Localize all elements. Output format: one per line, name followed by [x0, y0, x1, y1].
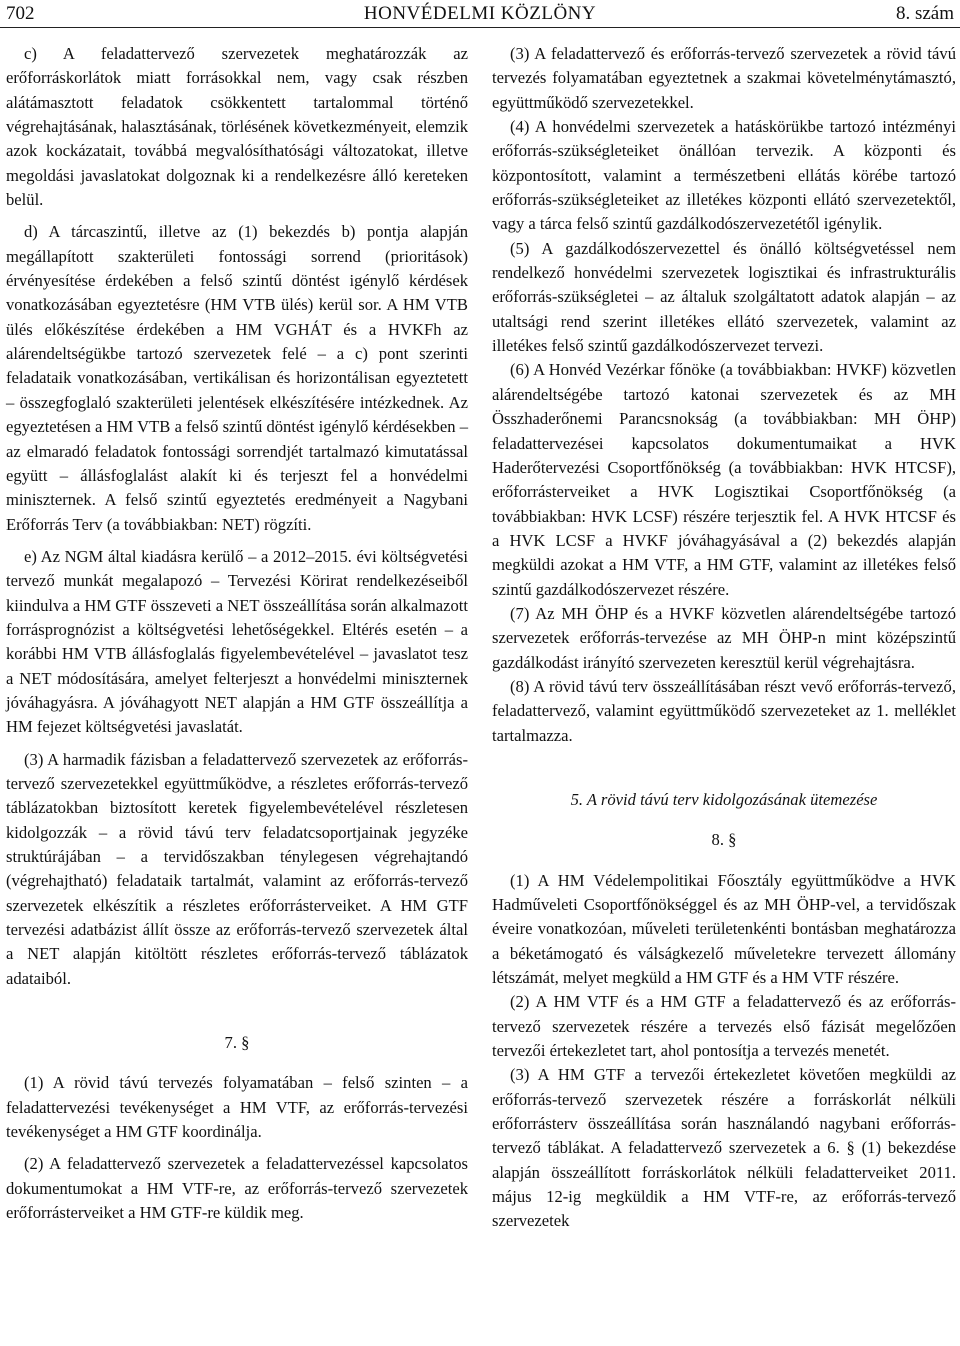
spacer: [6, 1055, 468, 1071]
page-header: [0, 0, 960, 28]
spacer: [492, 853, 956, 869]
paragraph: d) A tárcaszintű, illetve az (1) bekezdés b) pontja alapján megállapított szakterületi fontossági sorrend (prioritások) érvényesítése érdekében a felső szintű döntést igénylő kérdések vonatkozásában egyeztetésre (HM VTB ülés) kerül sor. A HM VTB ülés előkészítése érdekében a HM VGHÁT és a HVKFh az alárendeltségükbe tartozó szervezetek felé – a c) pont szerinti feladataik vonatkozásában, vertikálisan és horizontálisan egyeztetett – összegfoglaló szakterületi jelentések elkészítésére intézkednek. Az egyeztetésen a HM VTB a felső szintű döntést igénylő kérdésekben – az elmaradó feladatok fontossági sorrendjét tartalmazó kimutatással együtt – állásfoglalást alakít ki és terjeszt fel a honvédelmi miniszternek. A felső szintű egyeztetés eredményeit a Nagybani Erőforrás Terv (a továbbiakban: NET) rögzíti.: [6, 222, 468, 534]
paragraph: (1) A HM Védelempolitikai Főosztály együttműködve a HVK Hadműveleti Csoportfőnökséggel és az MH ÖHP-vel, a tervidőszak éveire vonatkozóan, műveleti területenkénti bontásban meghatározza a béketámogató és válságkezelő műveletekre tervezett állomány létszámát, melyet megküld a HM GTF és a HM VTF részére.: [492, 870, 956, 988]
issue-number: 8. szám: [895, 3, 954, 24]
spacer: [492, 748, 956, 788]
section-heading: 7. §: [224, 1033, 250, 1053]
journal-title: HONVÉDELMI KÖZLÖNY: [363, 3, 597, 24]
paragraph: (3) A HM GTF a tervezői értekezletet követően megküldi az erőforrás-tervező szervezetek részére a forráskorlát nélküli erőforrásterv összeállítása során használandó nagybani erőforrás-tervező táblákat. A feladattervező szervezetek a 6. § (1) bekezdése alapján összeállított forráskorlátok nélküli feladatterveiket 2011. május 12-ig megküldik a HM VTF-re, az erőforrás-tervező szervezetek: [492, 1065, 956, 1231]
page-number: 702: [6, 3, 35, 24]
paragraph: (4) A honvédelmi szervezetek a hatáskörükbe tartozó intézményi erőforrás-szükségleteiket önállóan tervezik. A központi és központosított, valamint a természetbeni ellátás körébe tartozó erőforrás-szükségleteiket az illetékes központi ellátó szervezetektől, vagy a tárca felső szintű gazdálkodószervezetétől igénylik.: [492, 117, 956, 234]
spacer: [492, 812, 956, 828]
paragraph: (8) A rövid távú terv összeállításában részt vevő erőforrás-tervező, feladattervező, valamint együttműködő szervezeteket az 1. melléklet tartalmazza.: [492, 676, 956, 745]
paragraph: (5) A gazdálkodószervezettel és önálló költségvetéssel nem rendelkező honvédelmi szervezetek logisztikai és infrastrukturális erőforrás-szükségletei – az általuk szolgáltatott adatok alapján – az utaltsági rend szerint illetékes ellátó szervezetek, valamint az illetékes felső szintű gazdálkodószervezet tervezi.: [492, 238, 956, 356]
paragraph: (3) A feladattervező és erőforrás-tervező szervezetek a rövid távú tervezés folyamatában egyeztetnek a szakmai követelménytámasztó, együttműködő szervezetekkel.: [492, 44, 956, 112]
chapter-title: 5. A rövid távú terv kidolgozásának ütemezése: [570, 789, 878, 809]
paragraph: (1) A rövid távú tervezés folyamatában – felső szinten – a feladattervezési tevékenységet a HM VTF, az erőforrás-tervezési tevékenységet a HM GTF koordinálja.: [6, 1073, 468, 1142]
paragraph: e) Az NGM által kiadásra kerülő – a 2012–2015. évi költségvetési tervező munkát megalapozó – Tervezési Körirat rendelkezéseiből kiindulva a HM GTF összeveti a NET összeállítása során alkalmazott forrásprognózist a költségvetési lehetőségekkel. Eltérés esetén – a korábbi HM VTB állásfoglalás figyelembevételével – javaslatot tesz a NET módosítására, amelyet felterjeszt a honvédelmi miniszternek jóváhagyásra. A jóváhagyott NET alapján a HM GTF összeállítja a HM fejezet költségvetési javaslatát.: [6, 546, 468, 737]
paragraph: (6) A Honvéd Vezérkar főnöke (a továbbiakban: HVKF) közvetlen alárendeltségébe tartozó katonai szervezetek és az MH Összhaderőnemi Parancsnokság (a továbbiakban: MH ÖHP) feladattervezései kapcsolatos dokumentumaikat a HVK Haderőtervezési Csoportfőnökség (a továbbiakban: HVK HTCSF), erőforrásterveiket a HVK Logisztikai Csoportfőnökség (a továbbiakban: HVK LCSF) részére terjesztik fel. A HVK HTCSF és a HVK LCSF a HVKF jóváhagyásával a (2) bekezdés alapján megküldi azokat a HM VTF, a HM GTF, valamint az illetékes felső szintű gazdálkodószervezet részére.: [492, 360, 956, 599]
right-column: [492, 42, 956, 1234]
paragraph: c) A feladattervező szervezetek meghatározzák az erőforráskorlátok miatt forrásokkal nem, vagy csak részben alátámasztott feladatok csökkentett tartalommal történő végrehajtásának, halasztásának, törlésének következményeit, elemzik azok kockázatait, továbbá megvalósíthatósági változatokat, illetve megoldási javaslatokat dolgoznak ki a rendelkezésre álló kereteken belül.: [6, 44, 468, 210]
paragraph: (7) Az MH ÖHP és a HVKF közvetlen alárendeltségébe tartozó szervezetek erőforrás-tervezése az MH ÖHP-n mint középszintű gazdálkodást irányító szervezeten keresztül kerül végrehajtásra.: [492, 603, 956, 672]
spacer: [6, 991, 468, 1031]
paragraph: (3) A harmadik fázisban a feladattervező szervezetek az erőforrás-tervező szervezetekkel együttműködve, a részletes erőforrás-tervező táblázatokban biztosított keretek figyelembevételével részletesen kidolgozzák – a rövid távú terv feladatcsoportjainak jegyzéke struktúrájában – a tervidőszakban ténylegesen végrehajtandó (végrehajtható) feladataik tartalmát, valamint az erőforrás-tervező szervezetek elkészítik a részletes erőforrásterveiket. A HM GTF tervezési adatbázist állít össze az erőforrás-tervező szervezetek által a NET alapján kitöltött részletes erőforrás-tervező táblázatok adataiból.: [6, 749, 468, 988]
left-column: [6, 42, 468, 1225]
paragraph: (2) A feladattervező szervezetek a feladattervezéssel kapcsolatos dokumentumokat a HM VTF-re, az erőforrás-tervező szervezetek erőforrásterveiket a HM GTF-re küldik meg.: [6, 1154, 468, 1223]
paragraph: (2) A HM VTF és a HM GTF a feladattervező és az erőforrás-tervező szervezetek részére a tervezés első fázisát megelőzően tervezői értekezletet tart, ahol pontosítja a tervezés menetét.: [492, 992, 956, 1061]
section-heading: 8. §: [711, 830, 737, 850]
